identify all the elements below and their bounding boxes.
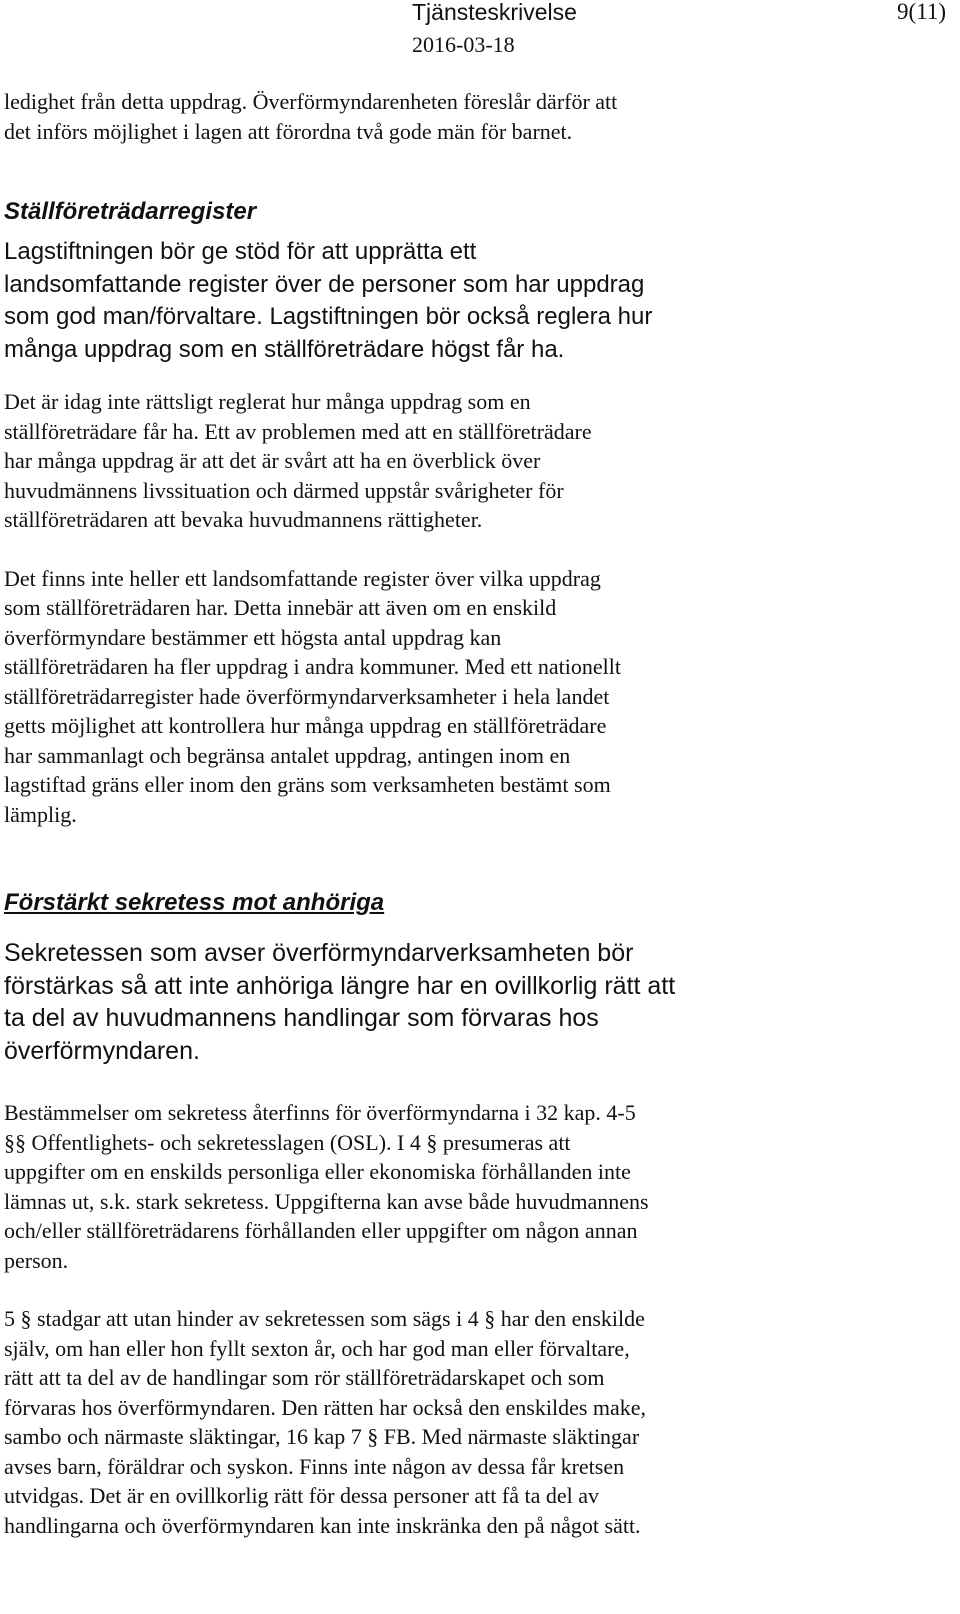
text-line: handlingarna och överförmyndaren kan inte inskränka den på något sätt. <box>4 1512 641 1538</box>
body-paragraph <box>4 564 934 830</box>
document-date: 2016-03-18 <box>412 32 515 57</box>
section-heading-secrecy: Förstärkt sekretess mot anhöriga <box>4 889 385 916</box>
text-line: har sammanlagt och begränsa antalet uppdrag, antingen inom en <box>4 742 571 768</box>
text-line: person. <box>4 1247 69 1273</box>
text-line: ställföreträdaren att bevaka huvudmannens rättigheter. <box>4 507 483 532</box>
text-line: ställföreträdarregister hade överförmyndarverksamheter i hela landet <box>4 683 610 709</box>
document-type: Tjänsteskrivelse <box>412 0 577 25</box>
text-line: Det finns inte heller ett landsomfattande register över vilka uppdrag <box>4 565 601 591</box>
text-line: som ställföreträdaren har. Detta innebär att även om en enskild <box>4 595 557 620</box>
intro-paragraph <box>4 87 934 146</box>
text-line: landsomfattande register över de personer som har uppdrag <box>4 270 645 298</box>
body-paragraph <box>4 387 934 535</box>
text-line: och/eller ställföreträdarens förhållanden eller uppgifter om någon annan <box>4 1218 638 1243</box>
text-line: ledighet från detta uppdrag. Överförmyndarenheten föreslår därför att <box>4 89 618 114</box>
text-line: lämnas ut, s.k. stark sekretess. Uppgifterna kan avse både huvudmannens <box>4 1188 649 1214</box>
text-line: förstärkas så att inte anhöriga längre har en ovillkorlig rätt att <box>4 971 676 1000</box>
text-line: det införs möjlighet i lagen att förordna två gode män för barnet. <box>4 118 573 144</box>
page-number: 9(11) <box>897 0 946 24</box>
section-summary-register <box>4 236 934 366</box>
text-line: själv, om han eller hon fyllt sexton år, och har god man eller förvaltare, <box>4 1335 630 1361</box>
text-line: 5 § stadgar att utan hinder av sekretessen som sägs i 4 § har den enskilde <box>4 1306 645 1331</box>
text-line: lagstiftad gräns eller inom den gräns som verksamheten bestämt som <box>4 772 611 797</box>
text-line: förvaras hos överförmyndaren. Den rätten har också den enskildes make, <box>4 1394 647 1420</box>
text-line: Lagstiftningen bör ge stöd för att upprätta ett <box>4 238 477 265</box>
text-line: Sekretessen som avser överförmyndarverksamheten bör <box>4 939 634 967</box>
body-paragraph <box>4 1098 934 1275</box>
section-summary-secrecy <box>4 937 934 1067</box>
text-line: huvudmännens livssituation och därmed uppstår svårigheter för <box>4 477 564 503</box>
text-line: getts möjlighet att kontrollera hur många uppdrag en ställföreträdare <box>4 713 607 738</box>
text-line: §§ Offentlighets- och sekretesslagen (OSL). I 4 § presumeras att <box>4 1129 571 1155</box>
body-paragraph <box>4 1304 934 1540</box>
text-line: avses barn, föräldrar och syskon. Finns inte någon av dessa får kretsen <box>4 1453 625 1479</box>
text-line: utvidgas. Det är en ovillkorlig rätt för dessa personer att få ta del av <box>4 1483 600 1508</box>
text-line: överförmyndaren. <box>4 1036 200 1065</box>
text-line: många uppdrag som en ställföreträdare högst får ha. <box>4 335 565 363</box>
text-line: uppgifter om en enskilds personliga eller ekonomiska förhållanden inte <box>4 1159 631 1184</box>
text-line: sambo och närmaste släktingar, 16 kap 7 § FB. Med närmaste släktingar <box>4 1424 640 1449</box>
text-line: ta del av huvudmannens handlingar som förvaras hos <box>4 1004 599 1032</box>
text-line: överförmyndare bestämmer ett högsta antal uppdrag kan <box>4 624 502 650</box>
text-line: ställföreträdare får ha. Ett av problemen med att en ställföreträdare <box>4 418 592 444</box>
text-line: Bestämmelser om sekretess återfinns för överförmyndarna i 32 kap. 4-5 <box>4 1100 636 1125</box>
text-line: Det är idag inte rättsligt reglerat hur många uppdrag som en <box>4 389 531 414</box>
document-body <box>4 87 934 1540</box>
section-heading-register: Ställföreträdarregister <box>4 198 257 225</box>
text-line: har många uppdrag är att det är svårt att ha en överblick över <box>4 448 541 473</box>
text-line: lämplig. <box>4 801 77 827</box>
text-line: ställföreträdaren ha fler uppdrag i andra kommuner. Med ett nationellt <box>4 654 621 679</box>
text-line: som god man/förvaltare. Lagstiftningen bör också reglera hur <box>4 303 653 330</box>
text-line: rätt att ta del av de handlingar som rör ställföreträdarskapet och som <box>4 1365 605 1390</box>
